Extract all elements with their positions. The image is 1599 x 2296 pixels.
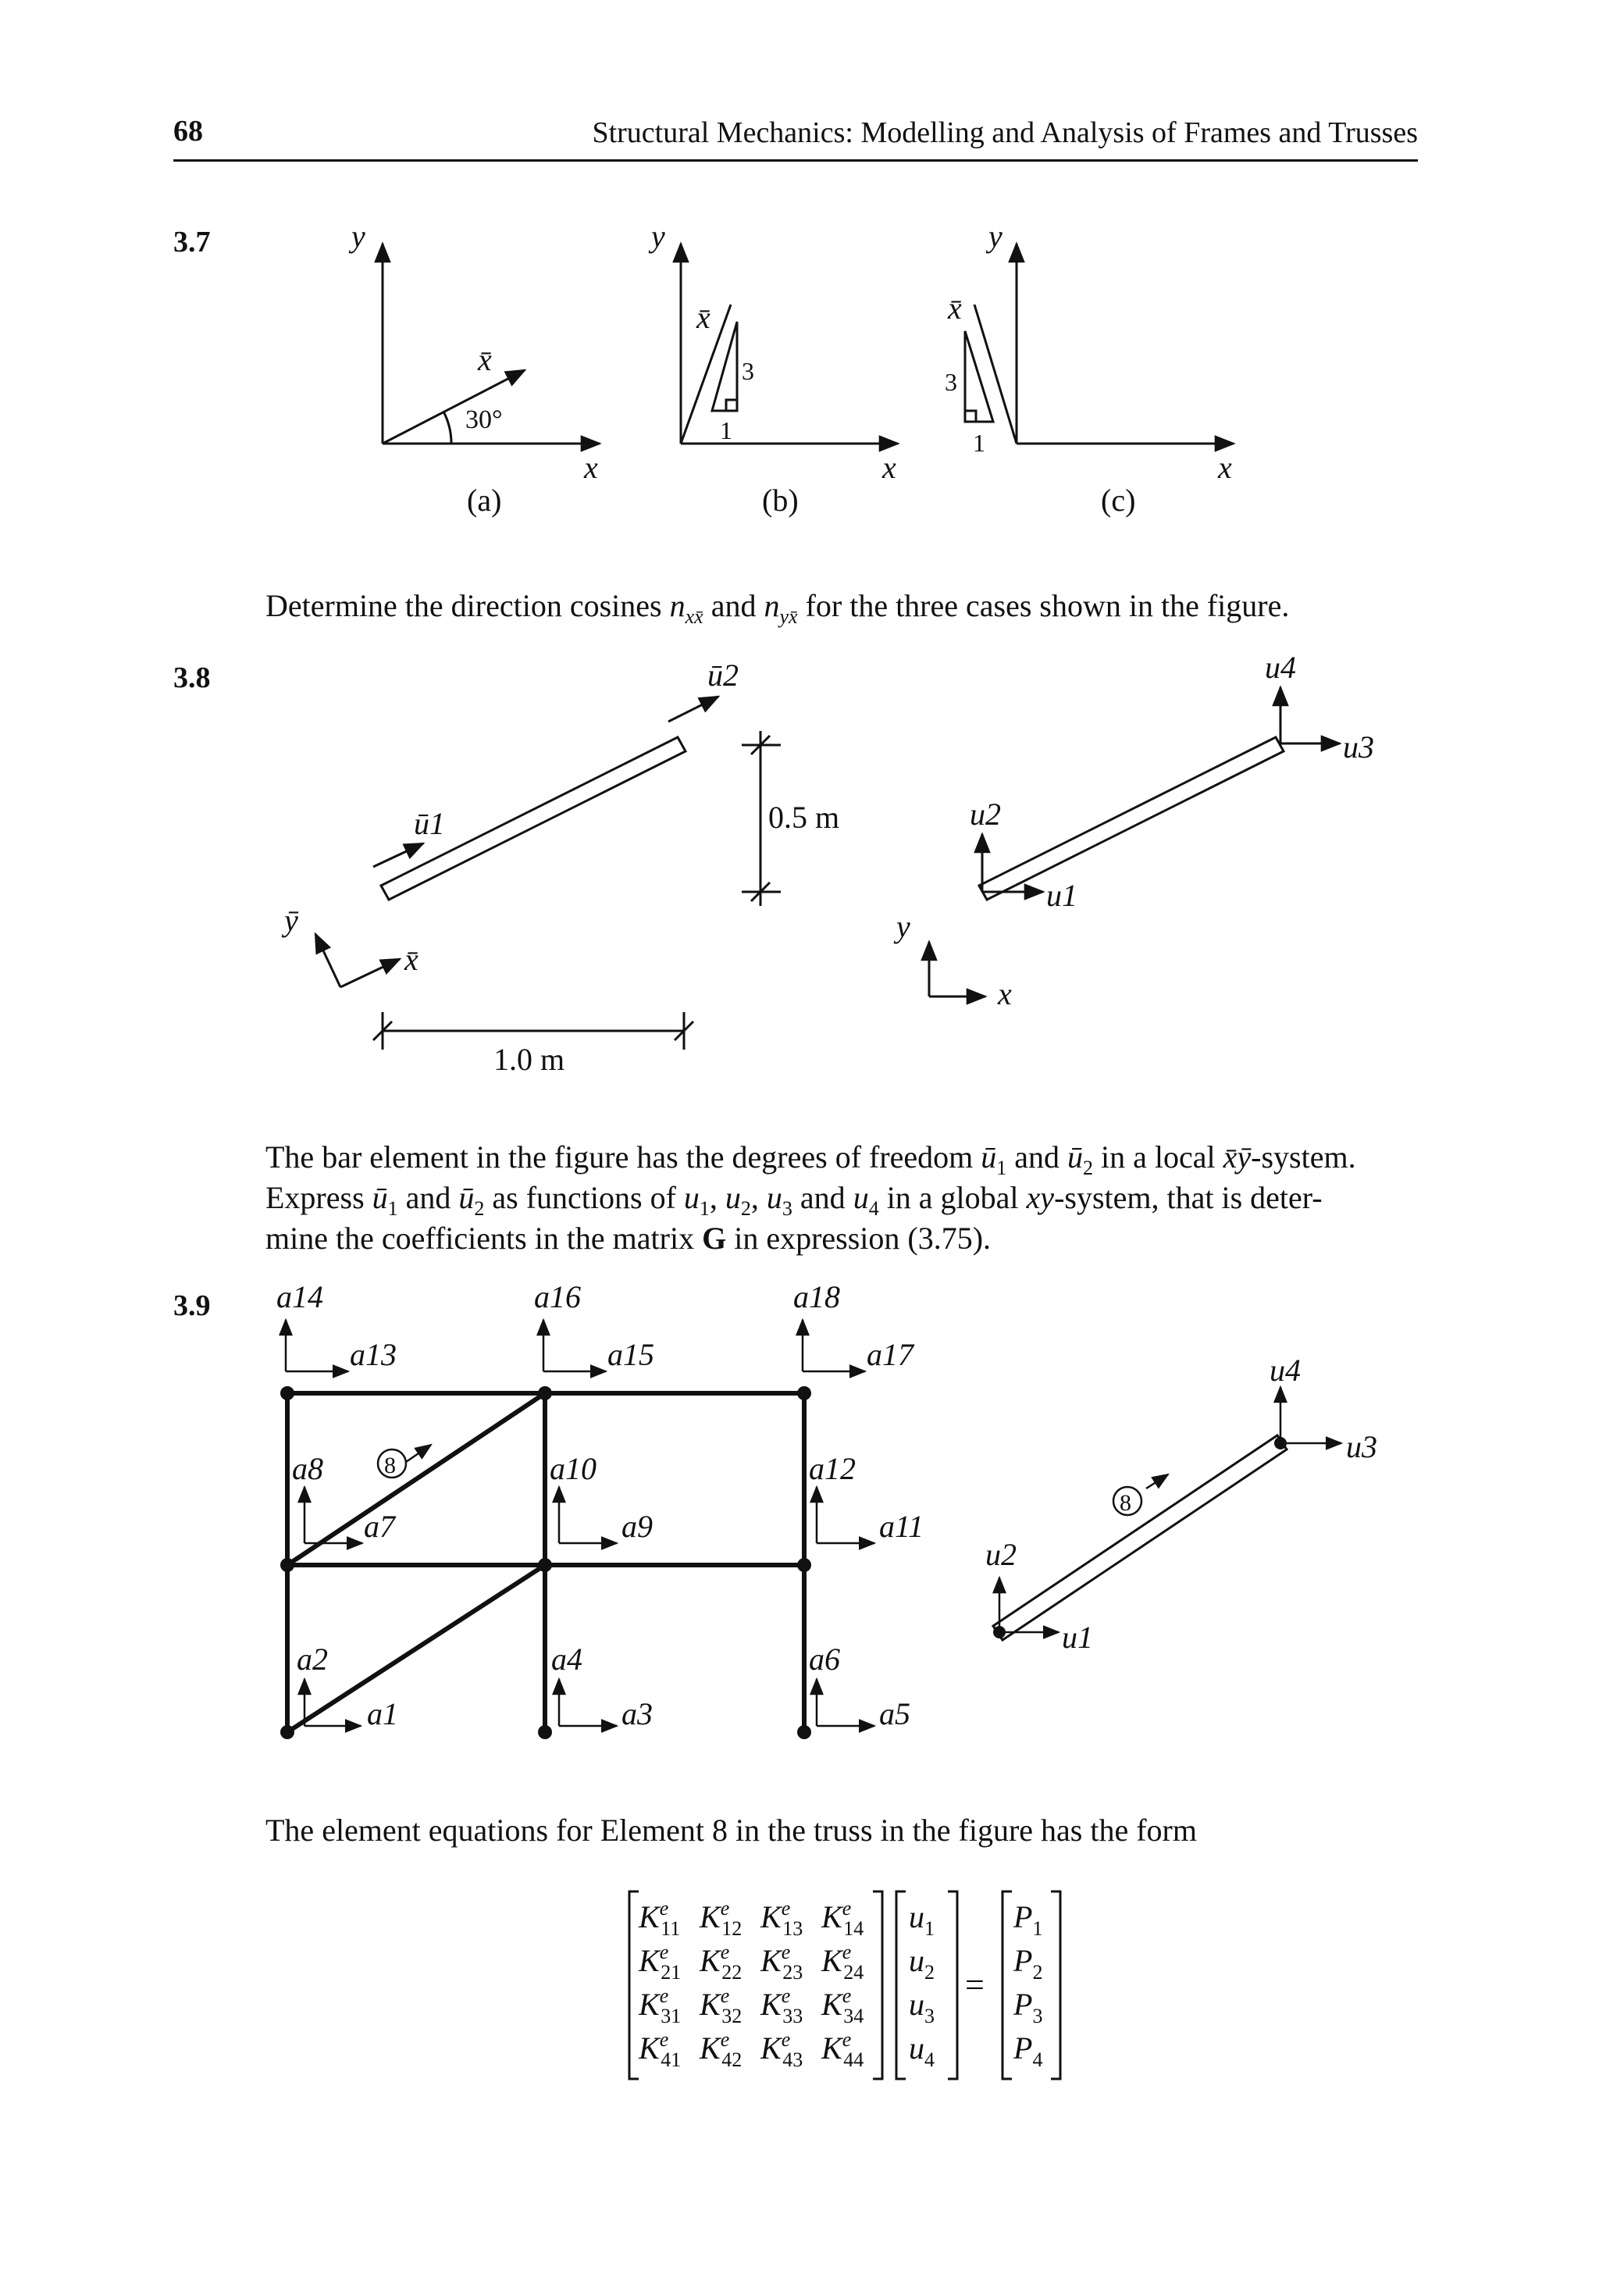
label-a3: a3 [621, 1696, 653, 1731]
figure-3-8-labels [281, 650, 1374, 1077]
element-8-bar [993, 1435, 1287, 1640]
label-u2: u2 [970, 797, 1001, 832]
vector-p-entry: $P_4$ [1013, 2030, 1043, 2071]
label-y: y [988, 219, 1002, 254]
label-u1bar: ū1 [414, 806, 445, 841]
label-u3: u3 [1346, 1429, 1377, 1464]
bracket-K-left [629, 1891, 639, 2079]
label-a7: a7 [364, 1509, 395, 1544]
run-label: 1 [720, 416, 732, 444]
slope-triangle [712, 322, 737, 411]
rise-label: 3 [742, 357, 754, 385]
label-x: x [998, 976, 1012, 1011]
label-y: y [651, 219, 665, 254]
node [797, 1558, 811, 1572]
matrix-k-entry: $K^e$ 31 [639, 1984, 682, 2027]
bracket-P-right [1051, 1891, 1060, 2079]
problem-number-3-7: 3.7 [173, 226, 211, 258]
matrix-k-entry: $K^e$ 34 [821, 1984, 864, 2027]
text-line: Express $ū_1$ and $ū_2$ as functions of $u_1$, $u_2$, $u_3$ and $u_4$ in a global xy-system, that is deter- [265, 1180, 1323, 1220]
panel-b [681, 244, 898, 444]
label-a9: a9 [621, 1509, 653, 1544]
element-8-label: 8 [384, 1453, 396, 1478]
label-local-y: ȳ [284, 903, 298, 938]
matrix-equation [629, 1891, 1060, 2079]
problem-3-7-text: Determine the direction cosines $n_{xx̄}$ and $n_{yx̄}$ for the three cases shown in the figure. [265, 588, 1290, 628]
label-a5: a5 [879, 1696, 910, 1731]
figure-3-9-element-labels [985, 1353, 1377, 1655]
height-label: 0.5 m [768, 800, 840, 835]
panel-label-b: (b) [762, 483, 799, 518]
text-line: The bar element in the figure has the degrees of freedom $ū_1$ and $ū_2$ in a local x̄ȳ-system. [265, 1139, 1356, 1179]
matrix-k-entry: $K^e$ 13 [760, 1897, 803, 1940]
label-local-x: x̄ [948, 291, 962, 326]
text-line: mine the coefficients in the matrix G in expression (3.75). [265, 1221, 992, 1256]
node [280, 1558, 294, 1572]
label-a4: a4 [551, 1642, 582, 1677]
panel-label-a: (a) [467, 483, 502, 518]
right-angle-mark [726, 400, 737, 411]
label-a15: a15 [607, 1337, 654, 1372]
problem-number-3-9: 3.9 [173, 1289, 211, 1322]
label-u1: u1 [1062, 1620, 1093, 1655]
element-8-label: 8 [1120, 1490, 1131, 1516]
vector-p-entry: $P_3$ [1013, 1987, 1043, 2027]
label-a1: a1 [367, 1696, 398, 1731]
label-y: y [896, 909, 910, 944]
figure-3-8 [315, 687, 1340, 1050]
matrix-k-entry: $K^e$ 32 [700, 1984, 743, 2027]
matrix-k-entry: $K^e$ 22 [700, 1941, 743, 1984]
length-label: 1.0 m [493, 1042, 565, 1077]
node [280, 1725, 294, 1739]
figure-3-9-element [993, 1387, 1341, 1640]
running-title: Structural Mechanics: Modelling and Analysis of Frames and Trusses [592, 116, 1418, 149]
right-angle-mark [965, 411, 976, 422]
label-local-x: x̄ [404, 942, 418, 977]
matrix-k-entry: $K^e$ 41 [639, 2028, 682, 2071]
dof-u1bar-arrow [373, 843, 423, 867]
node [280, 1386, 294, 1400]
vector-u-entry: $u_4$ [909, 2030, 935, 2071]
bracket-u-right [948, 1891, 957, 2079]
vector-u-entry: $u_2$ [909, 1943, 935, 1984]
element-direction-arrow [406, 1445, 431, 1462]
label-a18: a18 [793, 1279, 840, 1314]
bracket-u-left [896, 1891, 906, 2079]
angle-label: 30° [465, 405, 503, 434]
matrix-k-entry: $K^e$ 23 [760, 1941, 803, 1984]
element-direction-arrow [1146, 1474, 1168, 1488]
local-y-axis [315, 934, 340, 987]
matrix-k-entry: $K^e$ 43 [760, 2028, 803, 2071]
page-number: 68 [173, 115, 203, 148]
panel-c [965, 244, 1234, 444]
matrix-k-entry: $K^e$ 12 [700, 1897, 743, 1940]
label-local-x: x̄ [478, 342, 492, 377]
slope-triangle [965, 331, 993, 422]
label-u3: u3 [1343, 729, 1374, 765]
matrix-k-entry: $K^e$ 33 [760, 1984, 803, 2027]
local-x-axis [383, 370, 525, 444]
label-x: x [1218, 450, 1232, 485]
node [538, 1558, 552, 1572]
label-a2: a2 [297, 1642, 328, 1677]
bracket-K-right [873, 1891, 882, 2079]
node [797, 1725, 811, 1739]
matrix-k-entry: $K^e$ 14 [821, 1897, 864, 1940]
vector-u-entry: $u_3$ [909, 1987, 935, 2027]
rise-label: 3 [945, 368, 957, 396]
matrix-k-entry: $K^e$ 44 [821, 2028, 864, 2071]
problem-number-3-8: 3.8 [173, 661, 211, 694]
label-a10: a10 [550, 1451, 597, 1486]
label-x: x [882, 450, 896, 485]
figure-3-7 [383, 244, 1234, 444]
node [538, 1386, 552, 1400]
vector-p-entry: $P_2$ [1013, 1943, 1043, 1984]
label-a13: a13 [350, 1337, 397, 1372]
element-8-diagonal [287, 1393, 545, 1565]
vector-p-entry: $P_1$ [1013, 1899, 1043, 1940]
figure-3-7-labels [348, 219, 1232, 518]
angle-arc [443, 412, 451, 444]
label-u4: u4 [1265, 650, 1296, 685]
label-a17: a17 [867, 1337, 913, 1372]
label-y: y [351, 219, 365, 254]
matrix-k-entry: $K^e$ 21 [639, 1941, 682, 1984]
label-a14: a14 [276, 1279, 323, 1314]
label-a16: a16 [534, 1279, 581, 1314]
run-label: 1 [973, 429, 985, 457]
label-u2: u2 [985, 1537, 1017, 1572]
label-u2bar: ū2 [707, 658, 739, 693]
node [797, 1386, 811, 1400]
label-u1: u1 [1046, 878, 1077, 913]
problem-3-9-text: The element equations for Element 8 in the truss in the figure has the form [265, 1813, 1197, 1848]
label-a6: a6 [809, 1642, 840, 1677]
matrix-k-entry: $K^e$ 24 [821, 1941, 864, 1984]
matrix-k-entry: $K^e$ 11 [639, 1897, 681, 1940]
bar-element-global [979, 737, 1284, 900]
node [538, 1725, 552, 1739]
dof-u2bar-arrow [668, 697, 718, 722]
panel-label-c: (c) [1101, 483, 1136, 518]
bracket-P-left [1002, 1891, 1012, 2079]
label-x: x [584, 450, 598, 485]
label-local-x: x̄ [696, 300, 710, 335]
equals-sign: = [965, 1966, 985, 2004]
local-x-axis [340, 959, 400, 987]
label-u4: u4 [1270, 1353, 1301, 1388]
vector-u-entry: $u_1$ [909, 1899, 935, 1940]
label-a11: a11 [879, 1509, 924, 1544]
matrix-k-entry: $K^e$ 42 [700, 2028, 743, 2071]
label-a12: a12 [809, 1451, 856, 1486]
label-a8: a8 [292, 1451, 323, 1486]
